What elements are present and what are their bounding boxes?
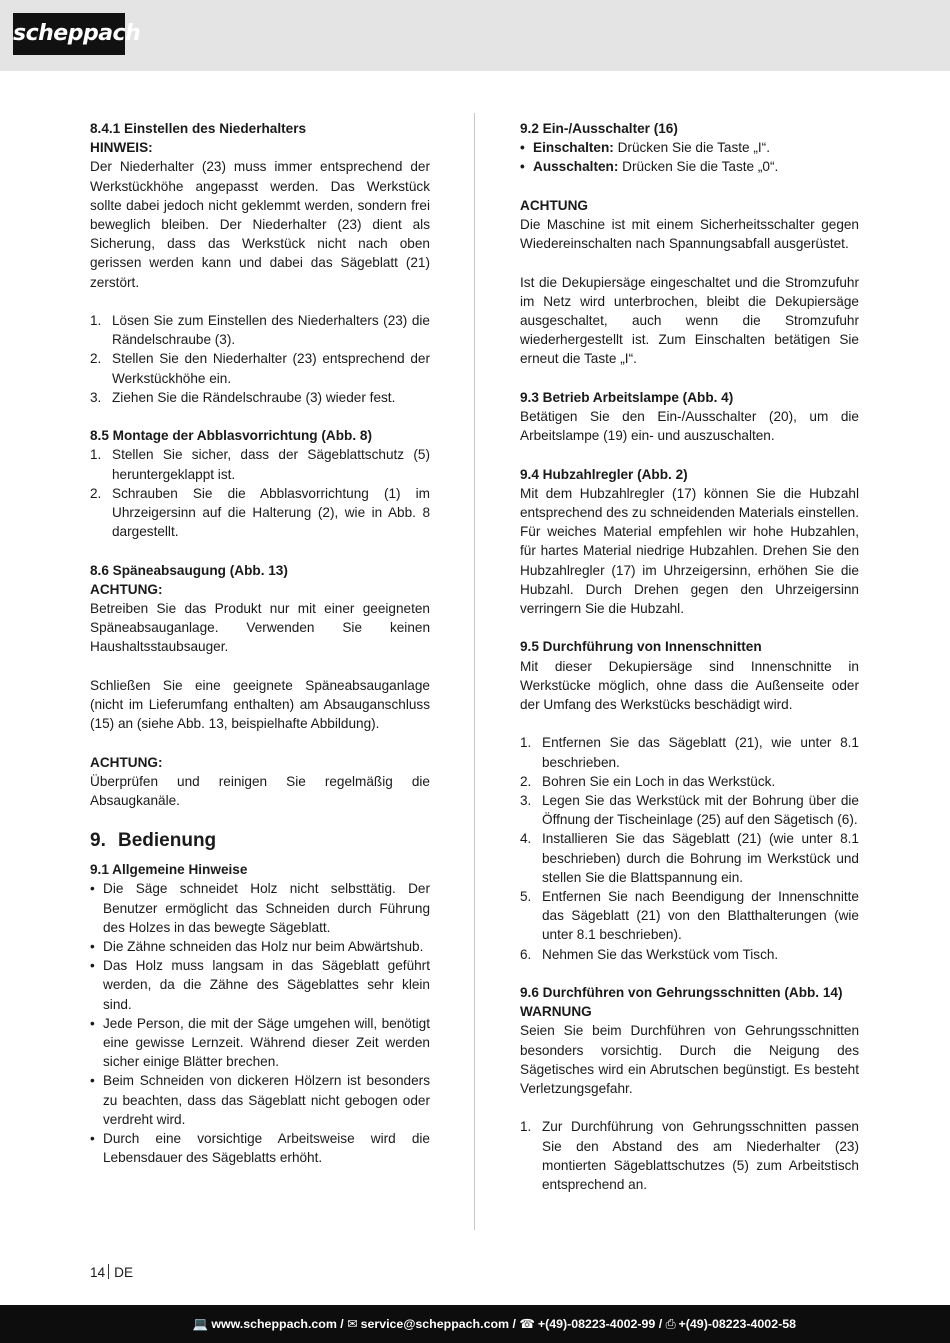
left-column [90,119,430,1167]
list-item: 5. Entfernen Sie nach Beendigung der Innenschnitte das Sägeblatt (21) von den Blatthalterungen (wie unter 8.1 beschrieben). [520,889,859,943]
paragraph: Betreiben Sie das Produkt nur mit einer geeigneten Späneabsauganlage. Verwenden Sie keinen Haushaltsstaubsauger. [90,601,430,655]
list-item: 2. Bohren Sie ein Loch in das Werkstück. [520,773,776,789]
paragraph: Überprüfen und reinigen Sie regelmäßig die Absaugkanäle. [90,773,430,809]
paragraph: Mit dieser Dekupiersäge sind Innenschnitte in Werkstücke möglich, ohne dass die Außenseite oder der Umfang des Werkstücks beschädigt wird. [520,658,859,713]
list-item: 4. Installieren Sie das Sägeblatt (21) (wie unter 8.1 beschrieben) durch die Bohrung im Werkstück und stellen Sie die Blattspannung ein. [520,831,859,885]
page-footer [0,1305,950,1343]
email-link[interactable]: service@scheppach.com / [360,1317,516,1331]
list-item: 6. Nehmen Sie das Werkstück vom Tisch. [520,946,779,962]
numbered-list [520,733,859,963]
list-item: • Die Säge schneidet Holz nicht selbsttätig. Der Benutzer ermöglicht das Schneiden durch Führung des Holzes in das bewegte Sägeblatt. [90,881,430,935]
chapter-heading: 9. Bedienung [90,830,217,852]
numbered-list [520,1117,859,1194]
fax-icon: ⎙ [665,1317,676,1331]
caution-label: ACHTUNG [520,197,588,213]
phone-icon: ☎ [519,1317,535,1331]
page-number [90,1264,133,1280]
paragraph: Seien Sie beim Durchführen von Gehrungsschnitten besonders vorsichtig. Durch die Neigung des Sägetisches wird ein Abrutschen begünstigt. Es besteht Verletzungsgefahr. [520,1023,859,1097]
page-header [0,0,950,71]
switch-list [520,138,859,176]
list-item: 3. Ziehen Sie die Rändelschraube (3) wieder fest. [90,389,396,405]
section-title: 9.4 Hubzahlregler (Abb. 2) [520,466,688,482]
list-item: • Ausschalten: Drücken Sie die Taste „0“. [520,159,779,175]
paragraph: Ist die Dekupiersäge eingeschaltet und die Stromzufuhr im Netz wird unterbrochen, bleibt die Dekupiersäge ausgeschaltet, auch wenn die Stromzufuhr wiederhergestellt ist. Zum Einschalten betätigen Sie erneut die Taste „I“. [520,274,859,367]
numbered-list [90,311,430,407]
paragraph: Betätigen Sie den Ein-/Ausschalter (20), um die Arbeitslampe (19) ein- und auszuschalten. [520,409,859,444]
list-item: 2. Schrauben Sie die Abblasvorrichtung (1) im Uhrzeigersinn auf die Halterung (2), wie in Abb. 8 dargestellt. [90,485,430,540]
list-item: 1. Zur Durchführung von Gehrungsschnitten passen Sie den Abstand des am Niederhalter (23) montierten Sägeblattschutzes (5) zum Arbeitstisch entsprechend an. [520,1119,859,1193]
list-item: • Die Zähne schneiden das Holz nur beim Abwärtshub. [90,939,424,955]
section-title: 9.3 Betrieb Arbeitslampe (Abb. 4) [520,389,734,405]
page-number-value: 14 [90,1265,106,1280]
computer-icon: 💻 [192,1317,209,1331]
list-item: 1. Entfernen Sie das Sägeblatt (21), wie unter 8.1 beschrieben. [520,735,859,770]
contact-line [193,1316,796,1332]
list-item: • Durch eine vorsichtige Arbeitsweise wird die Lebensdauer des Sägeblatts erhöht. [90,1131,430,1166]
section-title: 9.1 Allgemeine Hinweise [90,862,248,878]
website-link[interactable]: www.scheppach.com / [211,1317,344,1331]
note-label: HINWEIS: [90,140,153,156]
paragraph: Schließen Sie eine geeignete Späneabsauganlage (nicht im Lieferumfang enthalten) am Absauganschluss (15) an (siehe Abb. 13, beispielhafte Abbildung). [90,677,430,732]
list-item: 1. Lösen Sie zum Einstellen des Niederhalters (23) die Rändelschraube (3). [90,313,430,348]
caution-label: ACHTUNG: [90,581,163,597]
section-title: 9.6 Durchführen von Gehrungsschnitten (Abb. 14) [520,985,843,1001]
list-item: 3. Legen Sie das Werkstück mit der Bohrung über die Öffnung der Tischeinlage (25) auf den Sägetisch (6). [520,793,859,828]
bullet-list [90,879,430,1167]
list-item: 2. Stellen Sie den Niederhalter (23) entsprechend der Werkstückhöhe ein. [90,351,430,386]
paragraph: Die Maschine ist mit einem Sicherheitsschalter gegen Wiedereinschalten nach Spannungsabfall ausgerüstet. [520,217,859,252]
paragraph: Mit dem Hubzahlregler (17) können Sie die Hubzahl entsprechend des zu schneidenden Materials einstellen. Für weiches Material empfehlen wir hohe Hubzahlen, für hartes Material niedrige Hubzahlen. Drehen Sie den Hubzahlregler (17) im Uhrzeigersinn, erhöhen Sie die Hubzahl. Durch Drehen gegen den Uhrzeigersinn verringern Sie die Hubzahl. [520,485,859,617]
section-title: 9.2 Ein-/Ausschalter (16) [520,121,678,136]
section-title: 9.5 Durchführung von Innenschnitten [520,639,762,655]
caution-label: ACHTUNG: [90,754,163,770]
phone-number: +(49)-08223-4002-99 / [537,1317,663,1331]
list-item: • Einschalten: Drücken Sie die Taste „I“. [520,140,770,156]
page-language: DE [114,1265,134,1280]
section-title: 8.5 Montage der Abblasvorrichtung (Abb. 8) [90,428,372,444]
list-item: • Jede Person, die mit der Säge umgehen will, benötigt eine gewisse Lernzeit. Während dieser Zeit werden sicher einige Blätter brechen. [90,1015,430,1070]
paragraph: Der Niederhalter (23) muss immer entsprechend der Werkstückhöhe angepasst werden. Das Werkstück sollte dabei jedoch nicht geklemmt werden, sondern frei beweglich bleiben. Der Niederhalter (23) dient als Sicherung, dass das Werkstück nicht nach oben gerissen werden kann und dabei das Sägeblatt (21) zerstört. [90,159,430,290]
list-item: • Das Holz muss langsam in das Sägeblatt geführt werden, da die Zähne des Sägeblattes sehr klein sind. [90,958,430,1012]
section-title: 8.4.1 Einstellen des Niederhalters [90,121,307,136]
column-divider [474,113,475,1230]
right-column [520,119,859,1194]
list-item: • Beim Schneiden von dickeren Hölzern ist besonders zu beachten, dass das Sägeblatt nicht gebogen oder verdreht wird. [90,1073,430,1127]
section-title: 8.6 Späneabsaugung (Abb. 13) [90,562,288,578]
warning-label: WARNUNG [520,1004,592,1020]
fax-number: +(49)-08223-4002-58 [678,1317,796,1331]
email-icon: ✉ [347,1317,358,1331]
brand-logo: scheppach [13,13,125,55]
numbered-list [90,445,430,541]
list-item: 1. Stellen Sie sicher, dass der Sägeblattschutz (5) heruntergeklappt ist. [90,447,430,482]
